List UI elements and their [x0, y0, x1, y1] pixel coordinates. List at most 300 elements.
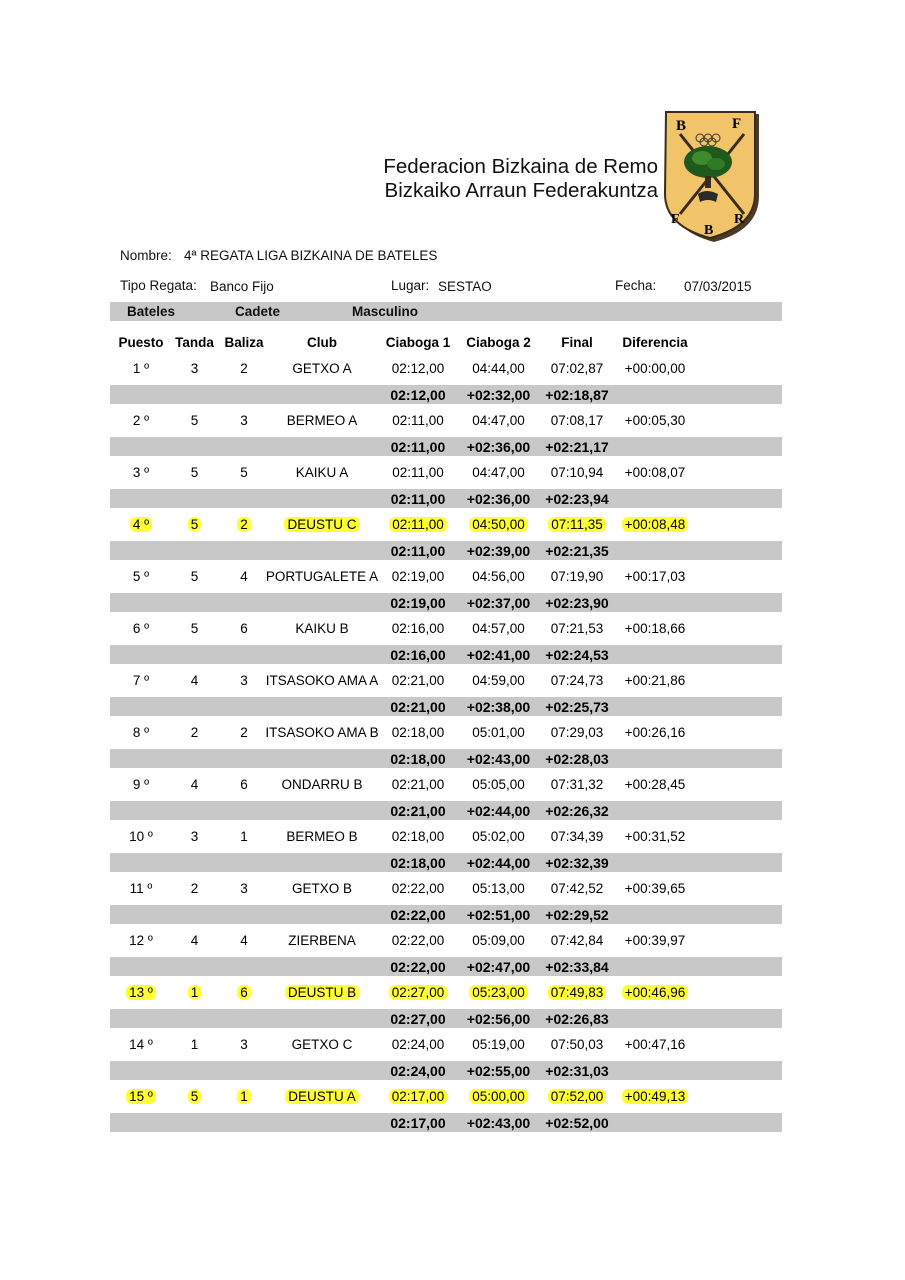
federation-name-eu: Bizkaiko Arraun Federakuntza	[384, 179, 658, 202]
result-ciaboga-2-text: 05:01,00	[472, 725, 525, 740]
result-final-time	[538, 408, 616, 434]
result-position	[110, 356, 172, 382]
result-club	[262, 1032, 382, 1058]
table-row	[110, 928, 782, 954]
result-club	[262, 356, 382, 382]
result-ciaboga-2	[460, 356, 537, 382]
split-row	[110, 746, 782, 772]
result-lane	[220, 356, 268, 382]
split-final: +02:52,00	[545, 1115, 609, 1131]
result-club	[262, 564, 382, 590]
split-row	[110, 538, 782, 564]
result-difference-text: +00:05,30	[624, 413, 686, 428]
col-baliza: Baliza	[224, 335, 264, 350]
result-ciaboga-2	[460, 772, 537, 798]
result-final-time	[538, 824, 616, 850]
result-difference-text: +00:00,00	[624, 361, 686, 376]
result-heat	[172, 876, 217, 902]
result-ciaboga-1	[382, 1084, 454, 1110]
category-bar	[110, 302, 782, 321]
table-row	[110, 356, 782, 382]
result-heat-text: 3	[190, 361, 199, 376]
result-heat	[172, 824, 217, 850]
result-lane	[220, 928, 268, 954]
table-row	[110, 1032, 782, 1058]
result-ciaboga-2	[460, 668, 537, 694]
result-lane-text: 3	[240, 881, 248, 896]
result-lane	[220, 408, 268, 434]
result-difference-text: +00:47,16	[624, 1037, 686, 1052]
result-heat	[172, 720, 217, 746]
split-final: +02:33,84	[545, 959, 609, 975]
result-ciaboga-2	[460, 980, 537, 1006]
split-ciaboga-1: 02:18,00	[390, 751, 446, 767]
split-ciaboga-1: 02:11,00	[390, 439, 446, 455]
result-final-time-text: 07:52,00	[548, 1089, 607, 1104]
table-row	[110, 772, 782, 798]
result-lane-text: 2	[240, 725, 248, 740]
result-final-time-text: 07:10,94	[550, 465, 604, 480]
result-position	[110, 408, 172, 434]
fecha-label: Fecha:	[615, 278, 657, 293]
result-lane-text: 4	[240, 933, 248, 948]
result-club-text: DEUSTU C	[284, 517, 359, 532]
result-difference-text: +00:08,48	[622, 517, 688, 532]
result-ciaboga-1-text: 02:19,00	[391, 569, 445, 584]
table-header	[110, 330, 782, 356]
federation-name-es: Federacion Bizkaina de Remo	[383, 155, 658, 178]
result-ciaboga-2	[460, 1032, 537, 1058]
federation-logo	[662, 108, 762, 244]
nombre-value: 4ª REGATA LIGA BIZKAINA DE BATELES	[184, 248, 438, 263]
result-lane-text: 1	[237, 1089, 251, 1104]
result-heat	[172, 980, 217, 1006]
result-lane-text: 6	[240, 777, 248, 792]
result-club-text: DEUSTU A	[285, 1089, 359, 1104]
lugar-value: SESTAO	[438, 279, 492, 294]
result-club	[262, 928, 382, 954]
result-heat-text: 1	[188, 985, 202, 1000]
result-heat-text: 5	[190, 621, 199, 636]
result-ciaboga-2-text: 04:47,00	[472, 465, 525, 480]
result-heat-text: 4	[190, 777, 199, 792]
split-ciaboga-2: +02:44,00	[466, 855, 531, 871]
split-ciaboga-1: 02:12,00	[390, 387, 446, 403]
split-ciaboga-1: 02:11,00	[390, 491, 446, 507]
result-lane	[220, 1084, 268, 1110]
result-difference	[615, 980, 695, 1006]
result-difference-text: +00:28,45	[624, 777, 686, 792]
result-difference	[615, 512, 695, 538]
result-final-time	[538, 1032, 616, 1058]
result-ciaboga-1	[382, 980, 454, 1006]
result-ciaboga-2-text: 04:57,00	[472, 621, 525, 636]
result-heat	[172, 772, 217, 798]
split-ciaboga-2: +02:55,00	[466, 1063, 531, 1079]
result-lane	[220, 824, 268, 850]
result-ciaboga-2	[460, 876, 537, 902]
result-difference	[615, 356, 695, 382]
result-difference-text: +00:18,66	[624, 621, 686, 636]
result-club-text: ITSASOKO AMA A	[265, 673, 379, 688]
split-ciaboga-2: +02:44,00	[466, 803, 531, 819]
result-difference	[615, 564, 695, 590]
result-ciaboga-1-text: 02:18,00	[391, 829, 445, 844]
result-heat	[172, 564, 217, 590]
split-row	[110, 642, 782, 668]
result-club-text: GETXO C	[291, 1037, 353, 1052]
result-lane-text: 3	[240, 1037, 248, 1052]
result-lane-text: 5	[240, 465, 248, 480]
result-club-text: ITSASOKO AMA B	[265, 725, 379, 740]
result-difference	[615, 876, 695, 902]
result-final-time-text: 07:49,83	[548, 985, 607, 1000]
split-row	[110, 1058, 782, 1084]
result-club	[262, 668, 382, 694]
result-final-time-text: 07:24,73	[550, 673, 604, 688]
result-lane-text: 2	[240, 361, 248, 376]
split-ciaboga-2: +02:38,00	[466, 699, 531, 715]
split-row	[110, 590, 782, 616]
result-ciaboga-1	[382, 408, 454, 434]
result-ciaboga-2-text: 05:19,00	[472, 1037, 525, 1052]
split-row	[110, 798, 782, 824]
result-lane-text: 3	[240, 673, 248, 688]
result-ciaboga-1	[382, 772, 454, 798]
table-row	[110, 668, 782, 694]
result-ciaboga-1	[382, 356, 454, 382]
result-difference-text: +00:39,97	[624, 933, 686, 948]
split-ciaboga-2: +02:43,00	[466, 751, 531, 767]
result-heat-text: 5	[188, 517, 202, 532]
result-position-text: 12 º	[129, 933, 153, 948]
result-position-text: 1 º	[132, 361, 150, 376]
result-final-time-text: 07:31,32	[550, 777, 604, 792]
result-position-text: 9 º	[132, 777, 150, 792]
split-row	[110, 902, 782, 928]
result-lane	[220, 1032, 268, 1058]
result-heat	[172, 356, 217, 382]
result-lane	[220, 512, 268, 538]
result-difference	[615, 720, 695, 746]
result-lane-text: 2	[237, 517, 251, 532]
table-row	[110, 720, 782, 746]
split-final: +02:24,53	[545, 647, 609, 663]
result-position-text: 11 º	[129, 881, 153, 896]
result-difference	[615, 772, 695, 798]
result-lane-text: 6	[237, 985, 251, 1000]
result-final-time-text: 07:19,90	[550, 569, 604, 584]
split-ciaboga-1: 02:24,00	[390, 1063, 446, 1079]
result-heat	[172, 460, 217, 486]
result-lane-text: 6	[240, 621, 248, 636]
split-ciaboga-1: 02:16,00	[390, 647, 446, 663]
result-ciaboga-1	[382, 512, 454, 538]
col-ciaboga-1: Ciaboga 1	[385, 335, 451, 350]
result-difference	[615, 928, 695, 954]
result-ciaboga-2-text: 05:23,00	[469, 985, 528, 1000]
result-position	[110, 616, 172, 642]
split-final: +02:32,39	[545, 855, 609, 871]
result-position	[110, 720, 172, 746]
result-lane	[220, 564, 268, 590]
result-lane	[220, 772, 268, 798]
result-position	[110, 512, 172, 538]
result-club-text: BERMEO B	[286, 829, 358, 844]
result-position-text: 2 º	[132, 413, 150, 428]
result-difference-text: +00:31,52	[624, 829, 686, 844]
result-ciaboga-2-text: 04:50,00	[469, 517, 528, 532]
result-final-time-text: 07:42,84	[550, 933, 604, 948]
result-lane	[220, 876, 268, 902]
logo-letter-f-top: F	[732, 116, 742, 132]
result-club	[262, 616, 382, 642]
result-ciaboga-2	[460, 928, 537, 954]
col-club: Club	[307, 335, 337, 350]
result-ciaboga-2-text: 05:00,00	[469, 1089, 528, 1104]
result-final-time	[538, 564, 616, 590]
result-heat	[172, 408, 217, 434]
result-final-time	[538, 772, 616, 798]
result-ciaboga-1-text: 02:27,00	[389, 985, 448, 1000]
result-position-text: 13 º	[126, 985, 156, 1000]
result-ciaboga-1	[382, 460, 454, 486]
result-final-time-text: 07:50,03	[550, 1037, 604, 1052]
result-position-text: 4 º	[130, 517, 152, 532]
split-row	[110, 382, 782, 408]
split-ciaboga-1: 02:17,00	[390, 1115, 446, 1131]
result-position-text: 5 º	[132, 569, 150, 584]
result-ciaboga-1	[382, 564, 454, 590]
result-difference-text: +00:21,86	[624, 673, 686, 688]
result-ciaboga-1-text: 02:18,00	[391, 725, 445, 740]
result-position	[110, 824, 172, 850]
result-position	[110, 772, 172, 798]
result-final-time	[538, 356, 616, 382]
result-ciaboga-2	[460, 616, 537, 642]
result-ciaboga-1-text: 02:22,00	[391, 933, 445, 948]
result-heat-text: 1	[190, 1037, 199, 1052]
result-club	[262, 980, 382, 1006]
result-ciaboga-1	[382, 616, 454, 642]
result-position-text: 15 º	[126, 1089, 156, 1104]
split-final: +02:23,90	[545, 595, 609, 611]
result-club	[262, 720, 382, 746]
split-ciaboga-2: +02:39,00	[466, 543, 531, 559]
result-position-text: 14 º	[129, 1037, 153, 1052]
result-club	[262, 460, 382, 486]
split-ciaboga-1: 02:27,00	[390, 1011, 446, 1027]
result-ciaboga-1	[382, 720, 454, 746]
split-row	[110, 850, 782, 876]
split-ciaboga-1: 02:19,00	[390, 595, 446, 611]
split-final: +02:21,35	[545, 543, 609, 559]
split-final: +02:29,52	[545, 907, 609, 923]
result-ciaboga-2-text: 04:47,00	[472, 413, 525, 428]
result-ciaboga-1	[382, 668, 454, 694]
result-heat	[172, 928, 217, 954]
result-club-text: DEUSTU B	[285, 985, 359, 1000]
split-ciaboga-1: 02:11,00	[390, 543, 446, 559]
result-final-time	[538, 980, 616, 1006]
split-row	[110, 694, 782, 720]
result-difference	[615, 616, 695, 642]
result-club-text: GETXO B	[291, 881, 352, 896]
result-ciaboga-1-text: 02:11,00	[392, 413, 444, 428]
split-row	[110, 486, 782, 512]
split-ciaboga-2: +02:36,00	[466, 491, 531, 507]
split-ciaboga-2: +02:36,00	[466, 439, 531, 455]
result-position	[110, 564, 172, 590]
result-ciaboga-1-text: 02:11,00	[389, 517, 447, 532]
result-club-text: PORTUGALETE A	[265, 569, 379, 584]
result-final-time-text: 07:34,39	[550, 829, 604, 844]
logo-letter-b-bottom: B	[704, 223, 714, 238]
result-heat-text: 5	[190, 465, 199, 480]
table-row	[110, 1084, 782, 1110]
result-difference-text: +00:08,07	[624, 465, 686, 480]
result-final-time	[538, 616, 616, 642]
result-ciaboga-1-text: 02:21,00	[391, 673, 445, 688]
split-row	[110, 1110, 782, 1136]
result-ciaboga-2	[460, 460, 537, 486]
split-row	[110, 954, 782, 980]
result-final-time-text: 07:29,03	[550, 725, 604, 740]
result-ciaboga-2	[460, 1084, 537, 1110]
category-gender: Masculino	[352, 304, 419, 319]
col-diferencia: Diferencia	[622, 335, 688, 350]
result-ciaboga-2-text: 05:13,00	[472, 881, 525, 896]
result-heat	[172, 1084, 217, 1110]
result-final-time	[538, 668, 616, 694]
table-row	[110, 876, 782, 902]
result-lane	[220, 616, 268, 642]
result-position	[110, 876, 172, 902]
result-heat	[172, 616, 217, 642]
category-age: Cadete	[235, 304, 281, 319]
split-final: +02:23,94	[545, 491, 609, 507]
result-difference	[615, 460, 695, 486]
result-difference-text: +00:46,96	[622, 985, 688, 1000]
result-ciaboga-2-text: 05:09,00	[472, 933, 525, 948]
result-lane-text: 1	[240, 829, 248, 844]
result-difference	[615, 1084, 695, 1110]
result-ciaboga-1	[382, 928, 454, 954]
result-ciaboga-2-text: 04:56,00	[472, 569, 525, 584]
split-ciaboga-2: +02:47,00	[466, 959, 531, 975]
result-club	[262, 772, 382, 798]
result-difference-text: +00:26,16	[624, 725, 686, 740]
result-club	[262, 408, 382, 434]
result-heat-text: 5	[188, 1089, 202, 1104]
split-ciaboga-2: +02:41,00	[466, 647, 531, 663]
result-ciaboga-1-text: 02:24,00	[391, 1037, 445, 1052]
split-ciaboga-2: +02:43,00	[466, 1115, 531, 1131]
result-ciaboga-1-text: 02:21,00	[391, 777, 445, 792]
table-row	[110, 564, 782, 590]
result-club-text: GETXO A	[292, 361, 352, 376]
result-final-time-text: 07:21,53	[550, 621, 604, 636]
tipo-regata-value: Banco Fijo	[210, 279, 274, 294]
split-final: +02:31,03	[545, 1063, 609, 1079]
table-row	[110, 408, 782, 434]
table-row	[110, 616, 782, 642]
result-final-time-text: 07:02,87	[550, 361, 604, 376]
split-ciaboga-2: +02:51,00	[466, 907, 531, 923]
logo-letter-r-bottom: R	[734, 212, 745, 227]
result-ciaboga-1-text: 02:11,00	[392, 465, 444, 480]
result-club-text: ONDARRU B	[281, 777, 363, 792]
result-ciaboga-2	[460, 720, 537, 746]
split-row	[110, 1006, 782, 1032]
result-final-time	[538, 1084, 616, 1110]
result-club-text: KAIKU A	[295, 465, 349, 480]
tipo-regata-label: Tipo Regata:	[120, 278, 197, 293]
result-club	[262, 512, 382, 538]
result-difference	[615, 408, 695, 434]
table-row	[110, 980, 782, 1006]
result-lane	[220, 980, 268, 1006]
split-ciaboga-1: 02:21,00	[390, 803, 446, 819]
nombre-label: Nombre:	[120, 248, 172, 263]
result-ciaboga-2	[460, 824, 537, 850]
split-final: +02:25,73	[545, 699, 609, 715]
result-position-text: 3 º	[132, 465, 150, 480]
result-ciaboga-1	[382, 824, 454, 850]
result-ciaboga-2	[460, 512, 537, 538]
result-club	[262, 1084, 382, 1110]
table-row	[110, 824, 782, 850]
result-difference-text: +00:17,03	[624, 569, 686, 584]
result-heat-text: 3	[190, 829, 199, 844]
split-ciaboga-2: +02:37,00	[466, 595, 531, 611]
col-puesto: Puesto	[118, 335, 164, 350]
result-heat-text: 5	[190, 413, 199, 428]
result-club	[262, 824, 382, 850]
result-heat-text: 4	[190, 933, 199, 948]
result-difference-text: +00:49,13	[622, 1089, 688, 1104]
logo-letter-f-bottom: F	[671, 212, 680, 227]
result-final-time	[538, 512, 616, 538]
result-heat	[172, 1032, 217, 1058]
split-ciaboga-1: 02:22,00	[390, 907, 446, 923]
result-heat-text: 2	[190, 725, 199, 740]
result-ciaboga-2-text: 04:44,00	[472, 361, 525, 376]
result-difference-text: +00:39,65	[624, 881, 686, 896]
result-final-time	[538, 876, 616, 902]
split-final: +02:26,32	[545, 803, 609, 819]
col-ciaboga-2: Ciaboga 2	[466, 335, 531, 350]
result-heat-text: 2	[190, 881, 199, 896]
result-position	[110, 928, 172, 954]
result-heat	[172, 668, 217, 694]
result-lane-text: 4	[240, 569, 248, 584]
split-final: +02:18,87	[545, 387, 609, 403]
result-lane	[220, 720, 268, 746]
result-ciaboga-2	[460, 564, 537, 590]
result-difference	[615, 1032, 695, 1058]
result-position	[110, 668, 172, 694]
result-position	[110, 1032, 172, 1058]
result-position	[110, 1084, 172, 1110]
result-ciaboga-1-text: 02:17,00	[389, 1089, 448, 1104]
result-club	[262, 876, 382, 902]
split-ciaboga-2: +02:56,00	[466, 1011, 531, 1027]
result-final-time-text: 07:08,17	[550, 413, 604, 428]
result-position-text: 10 º	[129, 829, 153, 844]
result-position	[110, 980, 172, 1006]
category-boat: Bateles	[127, 304, 176, 319]
